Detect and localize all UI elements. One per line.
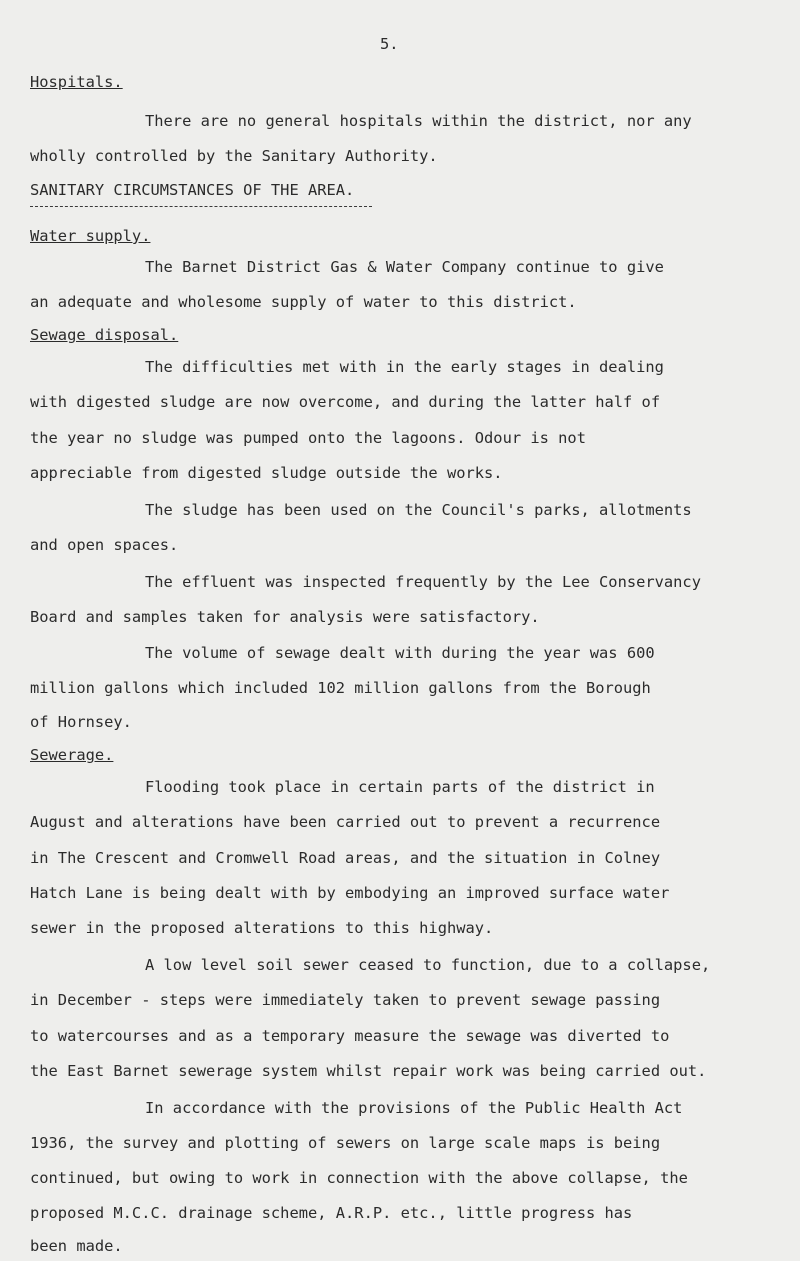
sewerage-p1-line-5: sewer in the proposed alterations to this highway. <box>30 919 494 937</box>
section-title-rule <box>30 206 372 207</box>
sewerage-p1-line-1: Flooding took place in certain parts of the district in <box>145 778 655 796</box>
section-title: SANITARY CIRCUMSTANCES OF THE AREA. <box>30 181 355 199</box>
sewerage-p3-line-1: In accordance with the provisions of the Public Health Act <box>145 1099 683 1117</box>
sewerage-p3-line-5: been made. <box>30 1237 123 1255</box>
hospitals-line-2: wholly controlled by the Sanitary Authority. <box>30 147 438 165</box>
sewerage-p1-line-3: in The Crescent and Cromwell Road areas, and the situation in Colney <box>30 849 661 867</box>
sewage-disposal-p3-line-2: Board and samples taken for analysis were satisfactory. <box>30 608 540 626</box>
sewage-disposal-p4-line-1: The volume of sewage dealt with during the year was 600 <box>145 644 655 662</box>
hospitals-line-1: There are no general hospitals within the district, nor any <box>145 112 692 130</box>
sewage-disposal-p4-line-2: million gallons which included 102 million gallons from the Borough <box>30 679 651 697</box>
hospitals-heading: Hospitals. <box>30 73 123 91</box>
water-supply-line-1: The Barnet District Gas & Water Company continue to give <box>145 258 664 276</box>
sewerage-p2-line-3: to watercourses and as a temporary measure the sewage was diverted to <box>30 1027 670 1045</box>
sewerage-p3-line-3: continued, but owing to work in connection with the above collapse, the <box>30 1169 688 1187</box>
sewage-disposal-p4-line-3: of Hornsey. <box>30 713 132 731</box>
sewage-disposal-p1-line-1: The difficulties met with in the early stages in dealing <box>145 358 664 376</box>
sewerage-p3-line-2: 1936, the survey and plotting of sewers on large scale maps is being <box>30 1134 661 1152</box>
water-supply-line-2: an adequate and wholesome supply of water to this district. <box>30 293 577 311</box>
page-number: 5. <box>380 35 399 53</box>
sewage-disposal-p1-line-4: appreciable from digested sludge outside the works. <box>30 464 503 482</box>
sewage-disposal-heading: Sewage disposal. <box>30 326 179 344</box>
sewage-disposal-p2-line-2: and open spaces. <box>30 536 179 554</box>
sewage-disposal-p1-line-3: the year no sludge was pumped onto the lagoons. Odour is not <box>30 429 586 447</box>
water-supply-heading: Water supply. <box>30 227 151 245</box>
sewerage-p3-line-4: proposed M.C.C. drainage scheme, A.R.P. etc., little progress has <box>30 1204 633 1222</box>
sewage-disposal-p2-line-1: The sludge has been used on the Council's parks, allotments <box>145 501 692 519</box>
sewerage-p2-line-2: in December - steps were immediately taken to prevent sewage passing <box>30 991 661 1009</box>
sewage-disposal-p3-line-1: The effluent was inspected frequently by the Lee Conservancy <box>145 573 701 591</box>
sewerage-p2-line-4: the East Barnet sewerage system whilst repair work was being carried out. <box>30 1062 707 1080</box>
sewerage-p2-line-1: A low level soil sewer ceased to function, due to a collapse, <box>145 956 711 974</box>
sewerage-heading: Sewerage. <box>30 746 114 764</box>
sewerage-p1-line-2: August and alterations have been carried out to prevent a recurrence <box>30 813 661 831</box>
sewerage-p1-line-4: Hatch Lane is being dealt with by embodying an improved surface water <box>30 884 670 902</box>
sewage-disposal-p1-line-2: with digested sludge are now overcome, and during the latter half of <box>30 393 661 411</box>
